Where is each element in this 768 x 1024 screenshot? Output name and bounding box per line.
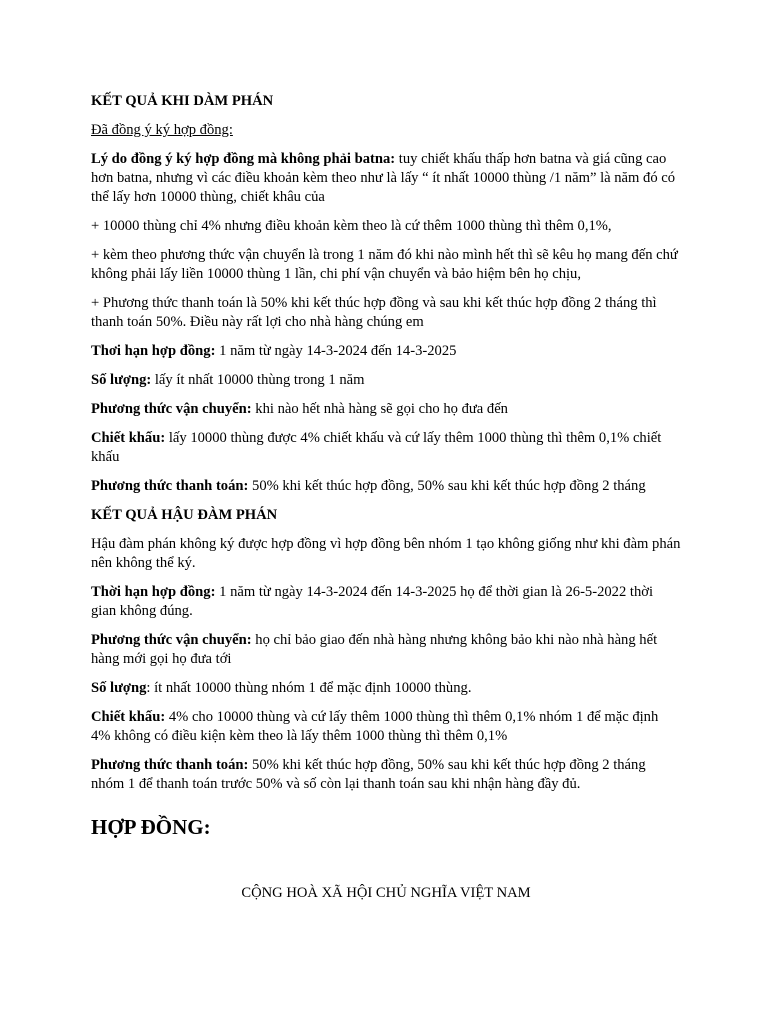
post-discount-text: 4% cho 10000 thùng và cứ lấy thêm 1000 thùng thì thêm 0,1% nhóm 1 để mặc định 4% không có điều kiện kèm theo là lấy thêm 1000 thùng thì thêm 0,1% (91, 709, 659, 744)
payment-paragraph (91, 477, 681, 496)
quantity-paragraph (91, 371, 681, 390)
post-intro-paragraph: Hậu đàm phán không ký được hợp đồng vì hợp đồng bên nhóm 1 tạo không giống như khi đàm phán nên không thể ký. (91, 536, 681, 571)
point-shipping: + kèm theo phương thức vận chuyển là trong 1 năm đó khi nào mình hết thì sẽ kêu họ mang đến chứ không phải lấy liền 10000 thùng 1 lần, chi phí vận chuyển và bảo hiệm bên họ chịu, (91, 247, 678, 282)
post-quantity-label: Số lượng (91, 680, 147, 696)
shipping-paragraph (91, 400, 681, 419)
post-term-paragraph (91, 583, 681, 621)
post-discount-paragraph (91, 708, 681, 746)
post-shipping-text: họ chỉ bảo giao đến nhà hàng nhưng không bảo khi nào nhà hàng hết hàng mới gọi họ đưa tới (91, 632, 658, 667)
shipping-label: Phương thức vận chuyển: (91, 401, 252, 417)
point-discount: + 10000 thùng chỉ 4% nhưng điều khoản kèm theo là cứ thêm 1000 thùng thì thêm 0,1%, (91, 218, 612, 234)
post-payment-paragraph (91, 756, 681, 794)
post-discount-label: Chiết khấu: (91, 709, 166, 725)
discount-label: Chiết khấu: (91, 430, 166, 446)
post-payment-label: Phương thức thanh toán: (91, 757, 249, 773)
quantity-text: lấy ít nhất 10000 thùng trong 1 năm (151, 372, 365, 388)
term-text: 1 năm từ ngày 14-3-2024 đến 14-3-2025 (215, 343, 457, 359)
term-label: Thơi hạn hợp đồng: (91, 343, 216, 359)
post-shipping-paragraph (91, 631, 681, 669)
payment-label: Phương thức thanh toán: (91, 478, 249, 494)
document-page (91, 92, 681, 913)
country-heading: CỘNG HOÀ XÃ HỘI CHỦ NGHĨA VIỆT NAM (241, 885, 531, 901)
reason-text: tuy chiết khấu thấp hơn batna và giá cũng cao hơn batna, nhưng vì các điều khoản kèm theo như là lấy “ ít nhất 10000 thùng /1 năm” là năm đó có thể lấy hơn 10000 thùng, chiết khâu của (91, 151, 676, 205)
agreed-subtitle: Đã đồng ý ký hợp đồng: (91, 122, 233, 138)
section-heading-post-negotiation: KẾT QUẢ HẬU ĐÀM PHÁN (91, 507, 278, 523)
discount-paragraph (91, 429, 681, 467)
term-paragraph (91, 342, 681, 361)
reason-paragraph (91, 150, 681, 207)
reason-label: Lý do đồng ý ký hợp đồng mà không phải batna: (91, 151, 396, 167)
post-quantity-paragraph (91, 679, 681, 698)
shipping-text: khi nào hết nhà hàng sẽ gọi cho họ đưa đến (251, 401, 508, 417)
discount-text: lấy 10000 thùng được 4% chiết khấu và cứ lấy thêm 1000 thùng thì thêm 0,1% chiết khấu (91, 430, 662, 465)
payment-text: 50% khi kết thúc hợp đồng, 50% sau khi kết thúc hợp đồng 2 tháng (248, 478, 646, 494)
post-term-text: 1 năm từ ngày 14-3-2024 đến 14-3-2025 họ để thời gian là 26-5-2022 thời gian không đúng. (91, 584, 654, 619)
post-shipping-label: Phương thức vận chuyển: (91, 632, 252, 648)
post-quantity-text: : ít nhất 10000 thùng nhóm 1 để mặc định 10000 thùng. (146, 680, 472, 696)
post-term-label: Thời hạn hợp đồng: (91, 584, 216, 600)
point-payment: + Phương thức thanh toán là 50% khi kết thúc hợp đồng và sau khi kết thúc hợp đồng 2 tháng thì thanh toán 50%. Điều này rất lợi cho nhà hàng chúng em (91, 295, 657, 330)
contract-heading: HỢP ĐỒNG: (91, 815, 211, 839)
section-heading-negotiation-result: KẾT QUẢ KHI DÀM PHÁN (91, 93, 274, 109)
quantity-label: Số lượng: (91, 372, 152, 388)
post-payment-text: 50% khi kết thúc hợp đồng, 50% sau khi kết thúc hợp đồng 2 tháng nhóm 1 để thanh toán trước 50% và số còn lại thanh toán sau khi nhận hàng đầy đủ. (91, 757, 646, 792)
